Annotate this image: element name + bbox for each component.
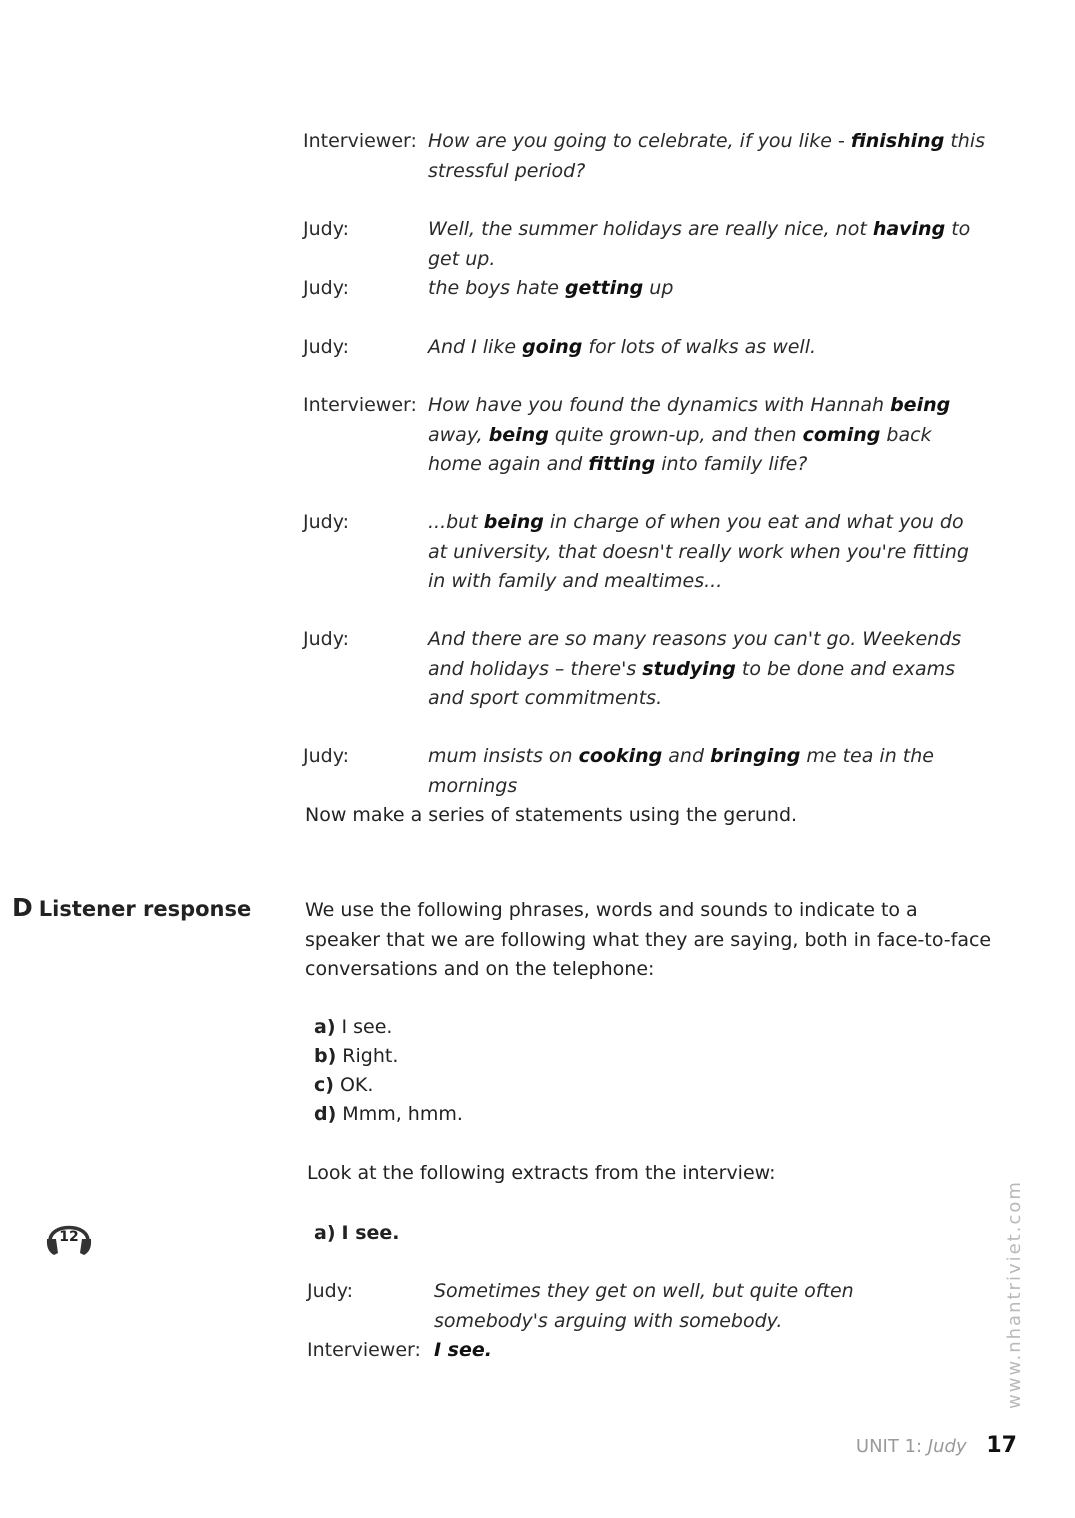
utterance-text: Well, the summer holidays are really nice, not <box>428 218 873 240</box>
utterance-text: And there are so many reasons you can't go. Weekends and holidays – there's <box>428 628 962 680</box>
section-title: Listener response <box>38 897 252 921</box>
speaker-label: Interviewer: <box>303 130 417 152</box>
utterance-text: mum insists on <box>428 745 579 767</box>
gerund-highlight: fitting <box>588 453 656 475</box>
gerund-highlight: coming <box>802 423 881 446</box>
utterance-text: quite grown-up, and then <box>548 423 803 446</box>
option-text: Right. <box>342 1045 399 1067</box>
utterance-text: the boys hate <box>428 277 565 299</box>
utterance-text: to be done and exams and sport commitments. <box>428 657 955 709</box>
utterance-text: back home again and <box>428 423 932 475</box>
utterance-text: How have you found the dynamics with Hannah <box>428 394 891 416</box>
utterance <box>434 1277 964 1336</box>
gerund-highlight: finishing <box>850 130 945 152</box>
gerund-highlight: I see. <box>434 1339 492 1361</box>
page-number: 17 <box>986 1433 1017 1458</box>
utterance-text: in charge of when you eat and what you do at university, that doesn't really work when you're fitting in with family and mealtimes... <box>428 511 969 592</box>
utterance <box>428 508 988 597</box>
list-item <box>314 1013 392 1042</box>
speaker-label: Judy: <box>303 336 349 358</box>
option-text: OK. <box>339 1074 374 1096</box>
option-text: I see. <box>341 1222 400 1244</box>
option-letter: a) <box>314 1222 336 1244</box>
section-letter: D <box>12 893 33 922</box>
section-intro: We use the following phrases, words and sounds to indicate to a speaker that we are following what they are saying, both in face-to-face conversations and on the telephone: <box>305 899 992 980</box>
utterance-text: And I like <box>428 336 523 358</box>
utterance <box>428 625 988 714</box>
gerund-highlight: getting <box>564 277 644 299</box>
extract-a <box>314 1219 400 1248</box>
page-footer <box>856 1433 1017 1458</box>
speaker-label: Judy: <box>307 1280 353 1302</box>
speaker-label: Judy: <box>303 745 349 767</box>
extracts-intro: Look at the following extracts from the interview: <box>307 1162 776 1184</box>
list-item <box>314 1042 398 1071</box>
utterance <box>428 215 988 274</box>
headphones-audio-icon <box>44 1211 94 1257</box>
svg-text:12: 12 <box>59 1229 79 1245</box>
watermark: www.nhantriviet.com <box>1004 1180 1025 1410</box>
utterance <box>434 1336 994 1366</box>
utterance-text: me tea in the mornings <box>428 745 934 797</box>
footer-unit: UNIT 1: <box>855 1436 923 1457</box>
speaker-label: Interviewer: <box>303 394 417 416</box>
speaker-label: Judy: <box>303 628 349 650</box>
utterance <box>428 742 988 801</box>
utterance <box>428 127 988 186</box>
utterance <box>428 391 988 480</box>
utterance-text: to get up. <box>428 218 971 270</box>
footer-unit-name: Judy <box>927 1436 967 1457</box>
section-heading <box>12 893 251 922</box>
list-item <box>314 1071 373 1100</box>
option-letter: a) <box>314 1016 336 1038</box>
utterance-text: and <box>662 745 711 767</box>
speaker-label: Judy: <box>303 277 349 299</box>
utterance-text: for lots of walks as well. <box>582 336 817 358</box>
utterance-text: Sometimes they get on well, but quite often somebody's arguing with somebody. <box>434 1280 854 1332</box>
option-text: Mmm, hmm. <box>342 1103 463 1125</box>
utterance <box>428 274 988 304</box>
speaker-label: Judy: <box>303 511 349 533</box>
gerund-highlight: cooking <box>578 745 663 767</box>
option-letter: d) <box>314 1103 337 1125</box>
speaker-label: Judy: <box>303 218 349 240</box>
utterance-text: ...but <box>428 511 484 533</box>
utterance-text: into family life? <box>655 453 808 475</box>
gerund-highlight: going <box>522 336 583 358</box>
utterance-text: away, <box>428 423 489 446</box>
instruction-gerund: Now make a series of statements using the gerund. <box>305 804 798 826</box>
gerund-highlight: being <box>890 394 951 416</box>
utterance-text: How are you going to celebrate, if you like - <box>428 130 851 152</box>
utterance-text: this stressful period? <box>428 130 986 182</box>
speaker-label: Interviewer: <box>307 1339 421 1361</box>
gerund-highlight: bringing <box>710 745 801 767</box>
gerund-highlight: being <box>488 423 549 446</box>
utterance-text: up <box>643 277 674 299</box>
gerund-highlight: studying <box>642 657 736 680</box>
option-text: I see. <box>341 1016 393 1038</box>
gerund-highlight: having <box>872 218 946 240</box>
list-item <box>314 1100 463 1129</box>
option-letter: b) <box>314 1045 337 1067</box>
gerund-highlight: being <box>483 511 544 533</box>
utterance <box>428 333 988 363</box>
option-letter: c) <box>314 1074 334 1096</box>
